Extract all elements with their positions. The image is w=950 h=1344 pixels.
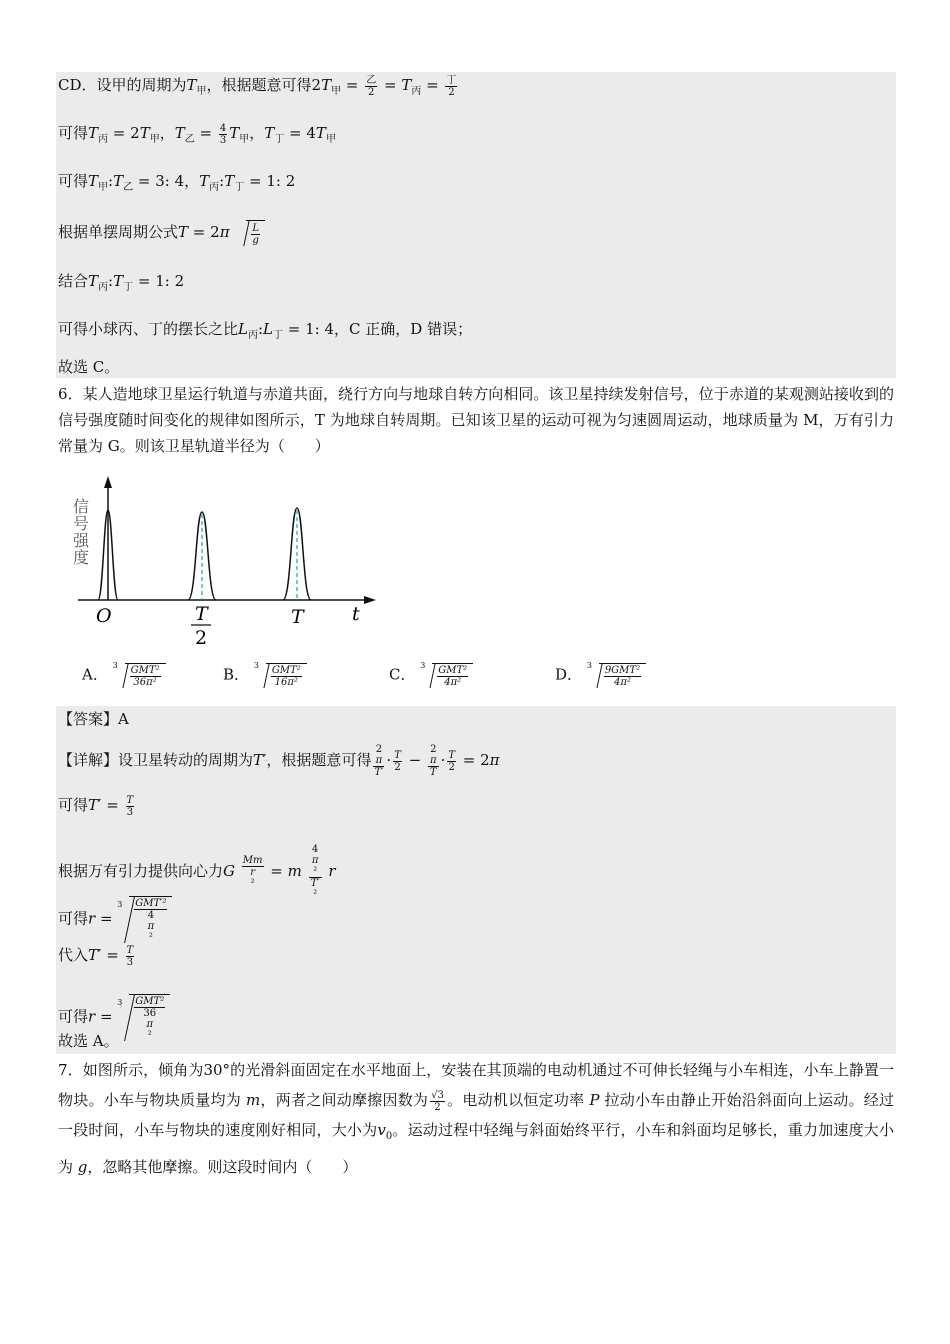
option-a-letter: A． <box>82 665 108 684</box>
x-axis-arrow <box>364 596 376 604</box>
option-c-denominator: 4π² <box>444 677 462 688</box>
x-axis-label: t <box>352 603 360 625</box>
option-b-letter: B． <box>223 665 250 684</box>
option-c-numerator: GMT² <box>438 665 468 676</box>
option-a-numerator: GMT² <box>130 665 160 676</box>
tick-half-numerator: T <box>195 603 208 625</box>
question-6-text: 6．某人造地球卫星运行轨道与赤道共面，绕行方向与地球自转方向相同。该卫星持续发射信号，位于赤道的某观测站接收到的信号强度随时间变化的规律如图所示，T 为地球自转周期。已知该卫星的运动可视为匀速圆周运动，地球质量为 M，万有引力常量为 G。则该卫星轨道半径为（ ） <box>58 385 894 455</box>
cd-line-2: 可得$T_丙 = 2T_甲$，$T_乙$ = $\frac{4}{3}$ $T_甲$，$T_丁 = 4T_甲$ <box>58 122 336 146</box>
option-b[interactable]: B． 3 $\frac{\text{GMT²}}{\text{16π²}}$ <box>223 663 307 688</box>
cd-line-4: 根据单摆周期公式T = 2π $\frac{L}{g}$ <box>58 220 265 246</box>
option-a[interactable]: A． 3 $\frac{\text{GMT²}}{\text{36π²}}$ <box>82 663 166 688</box>
option-a-denominator: 36π² <box>133 677 157 688</box>
tick-half-denominator: 2 <box>195 627 208 649</box>
option-b-numerator: GMT² <box>271 665 301 676</box>
q6-detail-7: 故选 A。 <box>58 1032 119 1050</box>
tick-full-label: T <box>291 606 304 628</box>
option-d-numerator: 9GMT² <box>604 665 641 676</box>
option-d[interactable]: D． 3 $\frac{\text{9GMT²}}{\text{4π²}}$ <box>555 663 646 688</box>
y-axis-arrow <box>104 476 112 488</box>
option-c[interactable]: C． 3 $\frac{\text{GMT²}}{\text{4π²}}$ <box>389 663 473 688</box>
q6-detail-3: 根据万有引力提供向心力G Mm r ² = m 4 π ² T′ ² r <box>58 844 336 900</box>
cd-line-6: 可得小球丙、丁的摆长之比$L_丙:L_丁 = 1$: 4，C 正确，D 错误； <box>58 320 473 341</box>
q6-detail-2: 可得T′ = $\frac{T}{3}$ <box>58 794 134 818</box>
q6-answer: 【答案】A <box>58 710 129 728</box>
q6-detail-4: 可得r = 3 GMT′² 4 π ² <box>58 896 172 943</box>
q6-detail-1: 【详解】设卫星转动的周期为T′，根据题意可得 2 π T′ · $\frac{T}{2}$ − 2 π T · $\frac{T}{2}$ = 2π <box>58 744 500 778</box>
question-7-text: 7．如图所示，倾角为30°的光滑斜面固定在水平地面上，安装在其顶端的电动机通过不可伸长轻绳与小车相连，小车上静置一物块。小车与物块质量均为 m，两者之间动摩擦因数为 $\frac{√3}{2}$ 。电动机以恒定功率 P 拉动小车由静止开始沿斜面向上运动。经过一段时间，小车与物块的速度刚好相同，大小为$v_0$。运动过程中轻绳与斜面始终平行，小车和斜面均足够长，重力加速度大小为 g，忽略其他摩擦。则这段时间内（ ） <box>58 1061 894 1176</box>
signal-intensity-figure <box>70 468 390 653</box>
option-d-letter: D． <box>555 665 583 684</box>
option-c-letter: C． <box>389 665 416 684</box>
q6-detail-5: 代入T′ = $\frac{T}{3}$ <box>58 944 134 968</box>
option-b-denominator: 16π² <box>274 677 298 688</box>
cd-line-5: 结合$T_丙:T_丁 = 1$: 2 <box>58 272 185 293</box>
q6-detail-6: 可得r = 3 GMT² 36 π ² <box>58 994 170 1041</box>
origin-label: O <box>96 605 112 627</box>
cd-line-1: CD．设甲的周期为$T_甲$，根据题意可得$2T_甲$ = $\frac{\text{乙}}{2}$ = $T_丙$ = $\frac{\text{丁}}{2}$ <box>58 74 457 98</box>
option-d-denominator: 4π² <box>613 677 631 688</box>
y-axis-label: 信号强度 <box>70 498 90 566</box>
cd-line-7: 故选 C。 <box>58 358 120 376</box>
cd-line-3: 可得$T_甲:T_乙 = 3$: 4，$T_丙:T_丁 = 1$: 2 <box>58 172 296 193</box>
